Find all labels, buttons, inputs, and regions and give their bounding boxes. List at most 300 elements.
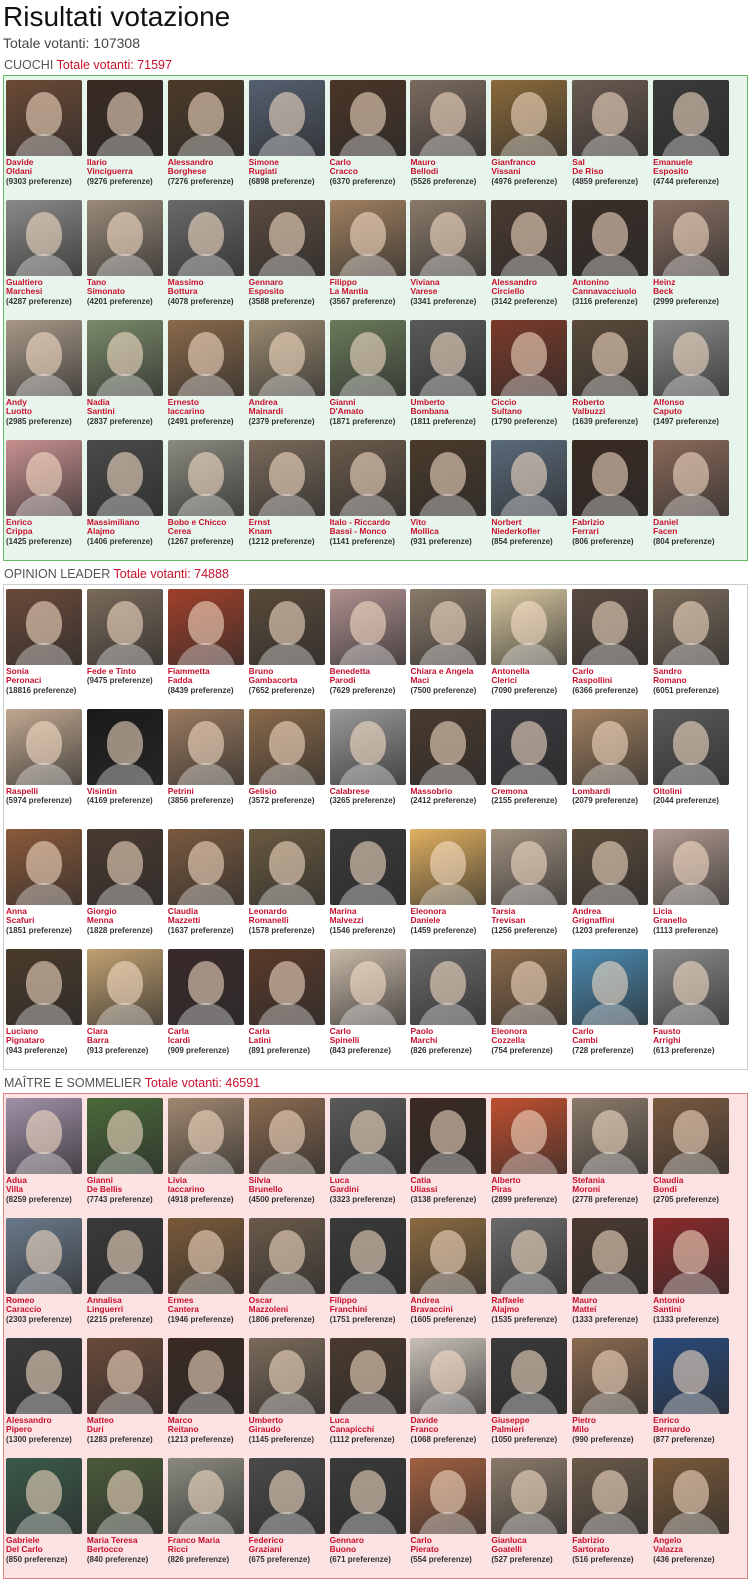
candidate-name[interactable]: [6, 158, 87, 177]
candidate-card[interactable]: [491, 80, 572, 194]
candidate-card[interactable]: [653, 1218, 734, 1332]
candidate-card[interactable]: [168, 1098, 249, 1212]
candidate-name[interactable]: [653, 787, 734, 796]
candidate-photo[interactable]: [6, 1458, 82, 1534]
candidate-card[interactable]: [249, 829, 330, 943]
candidate-photo[interactable]: [6, 829, 82, 905]
candidate-photo[interactable]: [491, 1218, 567, 1294]
candidate-card[interactable]: [491, 1098, 572, 1212]
candidate-card[interactable]: [410, 1338, 491, 1452]
candidate-name[interactable]: [410, 1416, 491, 1435]
candidate-photo[interactable]: [330, 1098, 406, 1174]
candidate-card[interactable]: [410, 320, 491, 434]
candidate-name[interactable]: [6, 1027, 87, 1046]
candidate-name[interactable]: [168, 667, 249, 686]
candidate-name[interactable]: [491, 278, 572, 297]
candidate-name[interactable]: [6, 518, 87, 537]
candidate-card[interactable]: [168, 440, 249, 554]
candidate-name[interactable]: [87, 1296, 168, 1315]
candidate-photo[interactable]: [491, 949, 567, 1025]
candidate-photo[interactable]: [653, 709, 729, 785]
candidate-card[interactable]: [330, 829, 411, 943]
candidate-name[interactable]: [168, 518, 249, 537]
candidate-card[interactable]: [653, 1338, 734, 1452]
candidate-name[interactable]: [653, 1416, 734, 1435]
candidate-name[interactable]: [330, 1536, 411, 1555]
candidate-name[interactable]: [410, 1176, 491, 1195]
candidate-card[interactable]: [6, 829, 87, 943]
candidate-photo[interactable]: [410, 200, 486, 276]
candidate-name[interactable]: [491, 1536, 572, 1555]
candidate-name[interactable]: [491, 1027, 572, 1046]
candidate-card[interactable]: [653, 1098, 734, 1212]
candidate-name[interactable]: [87, 1416, 168, 1435]
candidate-name[interactable]: [330, 1416, 411, 1435]
candidate-name[interactable]: [572, 1027, 653, 1046]
candidate-card[interactable]: [6, 1458, 87, 1572]
candidate-name[interactable]: [653, 158, 734, 177]
candidate-card[interactable]: [330, 1098, 411, 1212]
candidate-name[interactable]: [410, 518, 491, 537]
candidate-photo[interactable]: [168, 1458, 244, 1534]
candidate-photo[interactable]: [572, 1458, 648, 1534]
candidate-card[interactable]: [87, 829, 168, 943]
candidate-photo[interactable]: [653, 1098, 729, 1174]
candidate-name[interactable]: [6, 1416, 87, 1435]
candidate-card[interactable]: [87, 949, 168, 1063]
candidate-photo[interactable]: [330, 320, 406, 396]
candidate-name[interactable]: [491, 398, 572, 417]
candidate-name[interactable]: [572, 1416, 653, 1435]
candidate-name[interactable]: [491, 1416, 572, 1435]
candidate-photo[interactable]: [6, 200, 82, 276]
candidate-card[interactable]: [410, 709, 491, 823]
candidate-card[interactable]: [410, 80, 491, 194]
candidate-name[interactable]: [410, 787, 491, 796]
candidate-photo[interactable]: [572, 709, 648, 785]
candidate-photo[interactable]: [330, 949, 406, 1025]
candidate-card[interactable]: [330, 440, 411, 554]
candidate-photo[interactable]: [572, 589, 648, 665]
candidate-photo[interactable]: [410, 1458, 486, 1534]
candidate-card[interactable]: [6, 320, 87, 434]
candidate-name[interactable]: [491, 518, 572, 537]
candidate-photo[interactable]: [491, 1458, 567, 1534]
candidate-photo[interactable]: [87, 1338, 163, 1414]
candidate-name[interactable]: [168, 278, 249, 297]
candidate-photo[interactable]: [249, 1338, 325, 1414]
candidate-photo[interactable]: [6, 320, 82, 396]
candidate-card[interactable]: [87, 1098, 168, 1212]
candidate-photo[interactable]: [330, 709, 406, 785]
candidate-card[interactable]: [653, 440, 734, 554]
candidate-card[interactable]: [6, 1338, 87, 1452]
candidate-photo[interactable]: [653, 589, 729, 665]
candidate-card[interactable]: [572, 709, 653, 823]
candidate-photo[interactable]: [330, 200, 406, 276]
candidate-name[interactable]: [87, 787, 168, 796]
candidate-card[interactable]: [87, 440, 168, 554]
candidate-card[interactable]: [491, 200, 572, 314]
candidate-card[interactable]: [330, 80, 411, 194]
candidate-card[interactable]: [168, 589, 249, 703]
candidate-name[interactable]: [410, 278, 491, 297]
candidate-card[interactable]: [249, 709, 330, 823]
candidate-name[interactable]: [572, 518, 653, 537]
candidate-card[interactable]: [491, 949, 572, 1063]
candidate-photo[interactable]: [87, 829, 163, 905]
candidate-name[interactable]: [572, 1296, 653, 1315]
candidate-name[interactable]: [87, 667, 168, 676]
candidate-name[interactable]: [330, 398, 411, 417]
candidate-name[interactable]: [87, 518, 168, 537]
candidate-photo[interactable]: [168, 320, 244, 396]
candidate-name[interactable]: [572, 1536, 653, 1555]
candidate-name[interactable]: [249, 1536, 330, 1555]
candidate-card[interactable]: [572, 320, 653, 434]
candidate-card[interactable]: [653, 949, 734, 1063]
candidate-name[interactable]: [87, 278, 168, 297]
candidate-name[interactable]: [249, 787, 330, 796]
candidate-card[interactable]: [410, 1098, 491, 1212]
candidate-photo[interactable]: [410, 320, 486, 396]
candidate-card[interactable]: [87, 200, 168, 314]
candidate-card[interactable]: [410, 829, 491, 943]
candidate-card[interactable]: [491, 1338, 572, 1452]
candidate-card[interactable]: [491, 1218, 572, 1332]
candidate-photo[interactable]: [491, 1338, 567, 1414]
candidate-name[interactable]: [330, 1176, 411, 1195]
candidate-photo[interactable]: [330, 440, 406, 516]
candidate-card[interactable]: [249, 1458, 330, 1572]
candidate-photo[interactable]: [6, 1338, 82, 1414]
candidate-photo[interactable]: [249, 709, 325, 785]
candidate-name[interactable]: [87, 398, 168, 417]
candidate-name[interactable]: [168, 1176, 249, 1195]
candidate-card[interactable]: [6, 1098, 87, 1212]
candidate-name[interactable]: [653, 398, 734, 417]
candidate-card[interactable]: [6, 949, 87, 1063]
candidate-card[interactable]: [249, 1338, 330, 1452]
candidate-photo[interactable]: [249, 320, 325, 396]
candidate-card[interactable]: [168, 709, 249, 823]
candidate-photo[interactable]: [330, 1338, 406, 1414]
candidate-photo[interactable]: [168, 200, 244, 276]
candidate-card[interactable]: [249, 440, 330, 554]
candidate-name[interactable]: [6, 667, 87, 686]
candidate-card[interactable]: [491, 829, 572, 943]
candidate-photo[interactable]: [249, 589, 325, 665]
candidate-card[interactable]: [168, 1458, 249, 1572]
candidate-photo[interactable]: [168, 1338, 244, 1414]
candidate-name[interactable]: [6, 787, 87, 796]
candidate-photo[interactable]: [653, 440, 729, 516]
candidate-card[interactable]: [168, 1218, 249, 1332]
candidate-card[interactable]: [168, 829, 249, 943]
candidate-photo[interactable]: [168, 1218, 244, 1294]
candidate-photo[interactable]: [168, 589, 244, 665]
candidate-name[interactable]: [6, 1536, 87, 1555]
candidate-card[interactable]: [168, 200, 249, 314]
candidate-photo[interactable]: [572, 1338, 648, 1414]
candidate-name[interactable]: [249, 1416, 330, 1435]
candidate-photo[interactable]: [572, 1218, 648, 1294]
candidate-card[interactable]: [6, 200, 87, 314]
candidate-name[interactable]: [330, 1027, 411, 1046]
candidate-name[interactable]: [653, 1296, 734, 1315]
candidate-name[interactable]: [249, 1027, 330, 1046]
candidate-name[interactable]: [330, 667, 411, 686]
candidate-name[interactable]: [653, 278, 734, 297]
candidate-card[interactable]: [653, 709, 734, 823]
candidate-photo[interactable]: [249, 1218, 325, 1294]
candidate-name[interactable]: [653, 1176, 734, 1195]
candidate-name[interactable]: [653, 1536, 734, 1555]
candidate-name[interactable]: [572, 1176, 653, 1195]
candidate-name[interactable]: [87, 907, 168, 926]
candidate-photo[interactable]: [410, 80, 486, 156]
candidate-name[interactable]: [572, 787, 653, 796]
candidate-photo[interactable]: [653, 200, 729, 276]
candidate-photo[interactable]: [6, 589, 82, 665]
candidate-name[interactable]: [168, 1416, 249, 1435]
candidate-photo[interactable]: [87, 1458, 163, 1534]
candidate-card[interactable]: [653, 80, 734, 194]
candidate-name[interactable]: [410, 907, 491, 926]
candidate-card[interactable]: [410, 1218, 491, 1332]
candidate-card[interactable]: [87, 709, 168, 823]
candidate-photo[interactable]: [6, 80, 82, 156]
candidate-card[interactable]: [87, 1338, 168, 1452]
candidate-card[interactable]: [491, 320, 572, 434]
candidate-card[interactable]: [572, 200, 653, 314]
candidate-card[interactable]: [410, 949, 491, 1063]
candidate-card[interactable]: [572, 1218, 653, 1332]
candidate-card[interactable]: [87, 320, 168, 434]
candidate-name[interactable]: [572, 158, 653, 177]
candidate-photo[interactable]: [491, 1098, 567, 1174]
candidate-name[interactable]: [249, 398, 330, 417]
candidate-card[interactable]: [572, 949, 653, 1063]
candidate-name[interactable]: [6, 398, 87, 417]
candidate-card[interactable]: [653, 320, 734, 434]
candidate-name[interactable]: [572, 667, 653, 686]
candidate-photo[interactable]: [653, 1458, 729, 1534]
candidate-name[interactable]: [249, 1176, 330, 1195]
candidate-photo[interactable]: [6, 709, 82, 785]
candidate-name[interactable]: [330, 518, 411, 537]
candidate-photo[interactable]: [249, 829, 325, 905]
candidate-card[interactable]: [410, 589, 491, 703]
candidate-name[interactable]: [6, 1176, 87, 1195]
candidate-name[interactable]: [87, 1536, 168, 1555]
candidate-name[interactable]: [653, 518, 734, 537]
candidate-card[interactable]: [572, 1098, 653, 1212]
candidate-name[interactable]: [491, 1296, 572, 1315]
candidate-name[interactable]: [653, 667, 734, 686]
candidate-name[interactable]: [330, 158, 411, 177]
candidate-photo[interactable]: [653, 949, 729, 1025]
candidate-name[interactable]: [249, 158, 330, 177]
candidate-card[interactable]: [6, 440, 87, 554]
candidate-name[interactable]: [249, 518, 330, 537]
candidate-card[interactable]: [653, 200, 734, 314]
candidate-card[interactable]: [168, 949, 249, 1063]
candidate-card[interactable]: [249, 320, 330, 434]
candidate-name[interactable]: [410, 158, 491, 177]
candidate-name[interactable]: [6, 278, 87, 297]
candidate-photo[interactable]: [653, 320, 729, 396]
candidate-card[interactable]: [653, 1458, 734, 1572]
candidate-card[interactable]: [572, 829, 653, 943]
candidate-photo[interactable]: [572, 320, 648, 396]
candidate-card[interactable]: [6, 80, 87, 194]
candidate-card[interactable]: [572, 80, 653, 194]
candidate-name[interactable]: [572, 907, 653, 926]
candidate-photo[interactable]: [6, 1098, 82, 1174]
candidate-photo[interactable]: [249, 1098, 325, 1174]
candidate-photo[interactable]: [87, 589, 163, 665]
candidate-card[interactable]: [330, 709, 411, 823]
candidate-photo[interactable]: [168, 709, 244, 785]
candidate-photo[interactable]: [572, 1098, 648, 1174]
candidate-name[interactable]: [6, 907, 87, 926]
candidate-card[interactable]: [87, 1458, 168, 1572]
candidate-name[interactable]: [491, 158, 572, 177]
candidate-card[interactable]: [330, 589, 411, 703]
candidate-card[interactable]: [410, 440, 491, 554]
candidate-photo[interactable]: [330, 829, 406, 905]
candidate-photo[interactable]: [87, 1098, 163, 1174]
candidate-name[interactable]: [168, 1027, 249, 1046]
candidate-photo[interactable]: [87, 949, 163, 1025]
candidate-photo[interactable]: [330, 589, 406, 665]
candidate-card[interactable]: [87, 80, 168, 194]
candidate-card[interactable]: [572, 440, 653, 554]
candidate-photo[interactable]: [410, 440, 486, 516]
candidate-name[interactable]: [168, 787, 249, 796]
candidate-card[interactable]: [572, 1458, 653, 1572]
candidate-photo[interactable]: [410, 829, 486, 905]
candidate-card[interactable]: [491, 1458, 572, 1572]
candidate-name[interactable]: [249, 1296, 330, 1315]
candidate-photo[interactable]: [87, 709, 163, 785]
candidate-photo[interactable]: [410, 1218, 486, 1294]
candidate-photo[interactable]: [491, 709, 567, 785]
candidate-photo[interactable]: [410, 709, 486, 785]
candidate-card[interactable]: [249, 1098, 330, 1212]
candidate-photo[interactable]: [491, 320, 567, 396]
candidate-name[interactable]: [491, 907, 572, 926]
candidate-card[interactable]: [168, 80, 249, 194]
candidate-photo[interactable]: [249, 200, 325, 276]
candidate-name[interactable]: [168, 907, 249, 926]
candidate-photo[interactable]: [6, 440, 82, 516]
candidate-photo[interactable]: [653, 80, 729, 156]
candidate-photo[interactable]: [249, 949, 325, 1025]
candidate-name[interactable]: [87, 158, 168, 177]
candidate-photo[interactable]: [168, 440, 244, 516]
candidate-name[interactable]: [653, 907, 734, 926]
candidate-card[interactable]: [491, 440, 572, 554]
candidate-name[interactable]: [168, 398, 249, 417]
candidate-card[interactable]: [249, 589, 330, 703]
candidate-photo[interactable]: [653, 829, 729, 905]
candidate-photo[interactable]: [572, 829, 648, 905]
candidate-name[interactable]: [410, 1536, 491, 1555]
candidate-name[interactable]: [653, 1027, 734, 1046]
candidate-photo[interactable]: [87, 320, 163, 396]
candidate-photo[interactable]: [410, 589, 486, 665]
candidate-name[interactable]: [168, 1296, 249, 1315]
candidate-photo[interactable]: [249, 1458, 325, 1534]
candidate-photo[interactable]: [249, 80, 325, 156]
candidate-photo[interactable]: [87, 1218, 163, 1294]
candidate-card[interactable]: [168, 320, 249, 434]
candidate-card[interactable]: [330, 1458, 411, 1572]
candidate-photo[interactable]: [653, 1218, 729, 1294]
candidate-card[interactable]: [330, 320, 411, 434]
candidate-card[interactable]: [330, 200, 411, 314]
candidate-photo[interactable]: [168, 949, 244, 1025]
candidate-name[interactable]: [572, 278, 653, 297]
candidate-photo[interactable]: [6, 949, 82, 1025]
candidate-photo[interactable]: [572, 200, 648, 276]
candidate-card[interactable]: [491, 709, 572, 823]
candidate-photo[interactable]: [410, 1098, 486, 1174]
candidate-name[interactable]: [6, 1296, 87, 1315]
candidate-photo[interactable]: [87, 440, 163, 516]
candidate-name[interactable]: [330, 907, 411, 926]
candidate-card[interactable]: [6, 709, 87, 823]
candidate-card[interactable]: [249, 200, 330, 314]
candidate-card[interactable]: [572, 1338, 653, 1452]
candidate-name[interactable]: [330, 278, 411, 297]
candidate-photo[interactable]: [572, 80, 648, 156]
candidate-name[interactable]: [410, 398, 491, 417]
candidate-name[interactable]: [410, 667, 491, 686]
candidate-photo[interactable]: [491, 589, 567, 665]
candidate-photo[interactable]: [330, 1458, 406, 1534]
candidate-name[interactable]: [491, 1176, 572, 1195]
candidate-name[interactable]: [168, 158, 249, 177]
candidate-card[interactable]: [249, 949, 330, 1063]
candidate-photo[interactable]: [168, 80, 244, 156]
candidate-photo[interactable]: [491, 440, 567, 516]
candidate-card[interactable]: [572, 589, 653, 703]
candidate-photo[interactable]: [330, 1218, 406, 1294]
candidate-photo[interactable]: [87, 200, 163, 276]
candidate-name[interactable]: [249, 667, 330, 686]
candidate-photo[interactable]: [653, 1338, 729, 1414]
candidate-photo[interactable]: [249, 440, 325, 516]
candidate-name[interactable]: [330, 1296, 411, 1315]
candidate-photo[interactable]: [87, 80, 163, 156]
candidate-name[interactable]: [87, 1176, 168, 1195]
candidate-photo[interactable]: [491, 829, 567, 905]
candidate-photo[interactable]: [330, 80, 406, 156]
candidate-card[interactable]: [6, 1218, 87, 1332]
candidate-name[interactable]: [249, 907, 330, 926]
candidate-name[interactable]: [87, 1027, 168, 1046]
candidate-name[interactable]: [330, 787, 411, 796]
candidate-name[interactable]: [491, 667, 572, 686]
candidate-photo[interactable]: [168, 829, 244, 905]
candidate-card[interactable]: [330, 1338, 411, 1452]
candidate-name[interactable]: [168, 1536, 249, 1555]
candidate-name[interactable]: [410, 1296, 491, 1315]
candidate-card[interactable]: [249, 1218, 330, 1332]
